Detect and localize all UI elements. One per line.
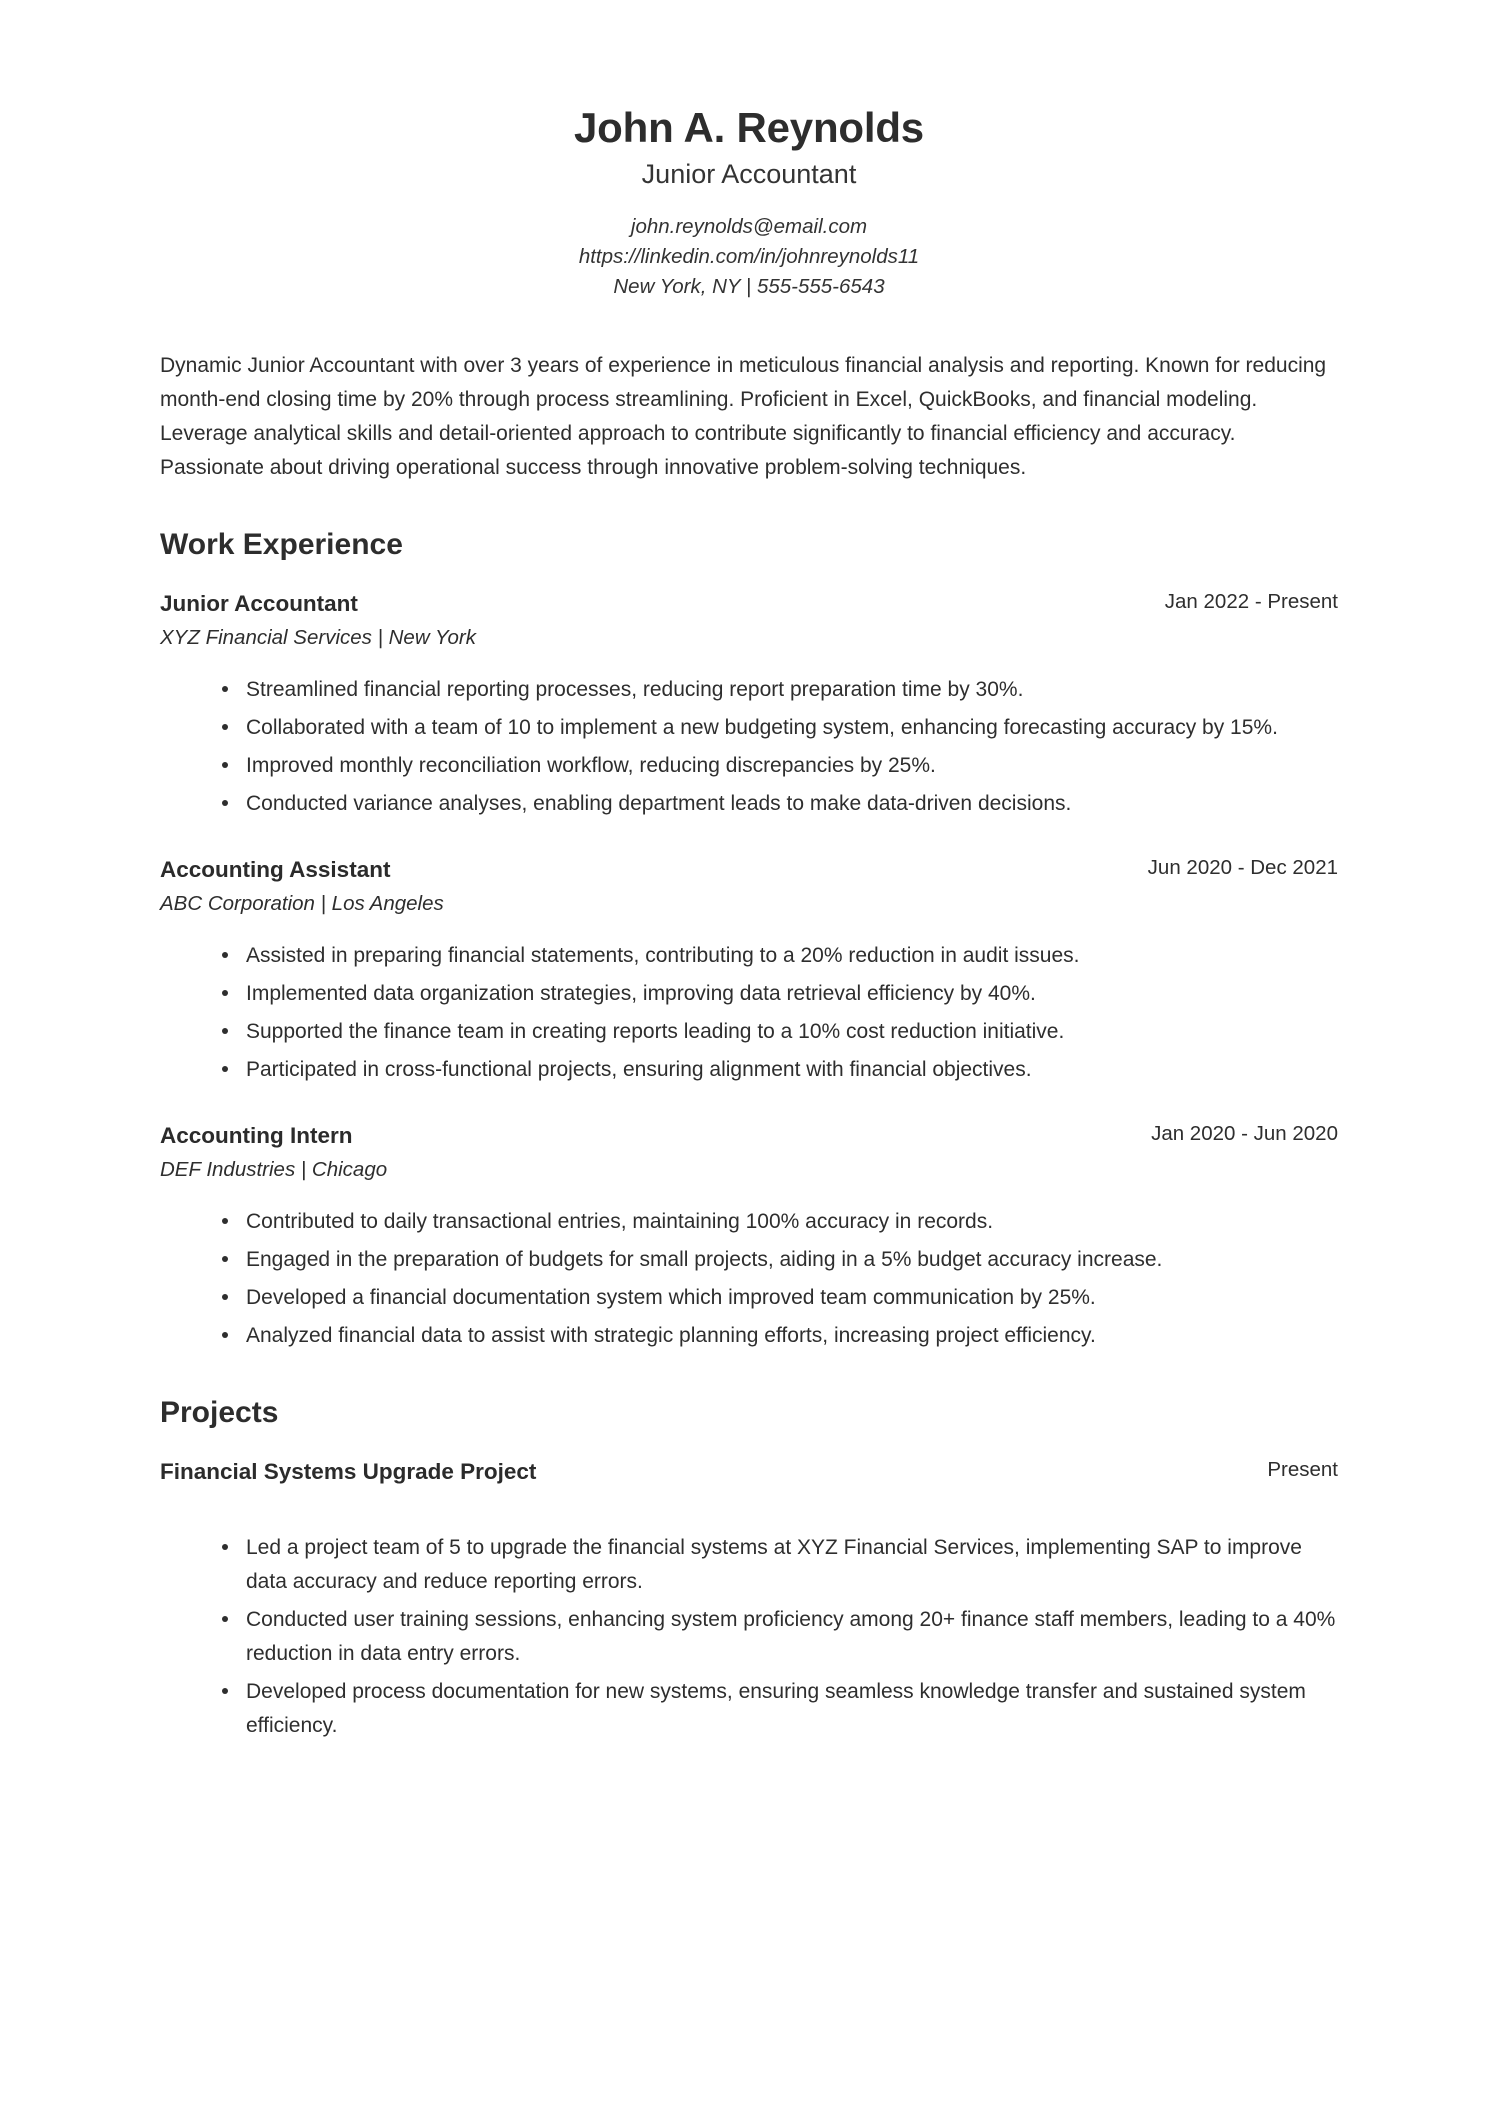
candidate-headline: Junior Accountant — [641, 158, 857, 189]
project-entry-head — [160, 1457, 1338, 1486]
bullet-item: Engaged in the preparation of budgets for small projects, aiding in a 5% budget accuracy increase. — [222, 1243, 1338, 1277]
work-entry — [160, 855, 1338, 1087]
bullet-item: Led a project team of 5 to upgrade the financial systems at XYZ Financial Services, implementing SAP to improve data accuracy and reduce reporting errors. — [222, 1531, 1338, 1599]
contact-linkedin[interactable]: https://linkedin.com/in/johnreynolds11 — [578, 244, 920, 268]
bullet-item: Supported the finance team in creating reports leading to a 10% cost reduction initiative. — [222, 1015, 1338, 1049]
project-entry-bullets — [160, 1531, 1338, 1743]
professional-summary: Dynamic Junior Accountant with over 3 years of experience in meticulous financial analysis and reporting. Known for reducing month-end closing time by 20% through process streamlining. Proficient in Excel, QuickBooks, and financial modeling. Leverage analytical skills and detail-oriented approach to contribute significantly to financial efficiency and accuracy. Passionate about driving operational success through innovative problem-solving techniques. — [160, 354, 1327, 480]
work-entry-date: Jun 2020 - Dec 2021 — [1147, 856, 1338, 880]
work-entry-company: ABC Corporation | Los Angeles — [160, 891, 444, 915]
work-entry-bullets — [160, 1205, 1338, 1353]
contact-location-phone: New York, NY | 555-555-6543 — [613, 274, 885, 298]
bullet-item: Collaborated with a team of 10 to implement a new budgeting system, enhancing forecasting accuracy by 15%. — [222, 711, 1338, 745]
candidate-name: John A. Reynolds — [574, 104, 924, 151]
work-entry-head — [160, 1121, 1338, 1150]
bullet-item: Developed a financial documentation system which improved team communication by 25%. — [222, 1281, 1338, 1315]
contact-email[interactable]: john.reynolds@email.com — [630, 215, 868, 239]
project-entry — [160, 1457, 1338, 1742]
section-work-experience — [160, 527, 1338, 1353]
project-entry-date: Present — [1267, 1458, 1338, 1482]
work-entry-date: Jan 2022 - Present — [1164, 590, 1338, 614]
work-entry-position: Junior Accountant — [160, 591, 358, 617]
bullet-item: Contributed to daily transactional entries, maintaining 100% accuracy in records. — [222, 1205, 1338, 1239]
bullet-item: Conducted variance analyses, enabling department leads to make data-driven decisions. — [222, 787, 1338, 821]
section-title-projects: Projects — [160, 1396, 279, 1430]
work-entry-company: DEF Industries | Chicago — [160, 1157, 388, 1181]
work-entry-head — [160, 589, 1338, 618]
section-projects — [160, 1395, 1338, 1742]
work-entry-bullets — [160, 939, 1338, 1087]
work-entry-date: Jan 2020 - Jun 2020 — [1151, 1122, 1338, 1146]
work-entry-head — [160, 855, 1338, 884]
bullet-item: Developed process documentation for new systems, ensuring seamless knowledge transfer and sustained system efficiency. — [222, 1675, 1338, 1743]
bullet-item: Improved monthly reconciliation workflow, reducing discrepancies by 25%. — [222, 749, 1338, 783]
work-entry — [160, 1121, 1338, 1353]
bullet-item: Streamlined financial reporting processes, reducing report preparation time by 30%. — [222, 673, 1338, 707]
bullet-item: Analyzed financial data to assist with strategic planning efforts, increasing project efficiency. — [222, 1319, 1338, 1353]
work-entry-position: Accounting Assistant — [160, 857, 391, 883]
work-entry-company: XYZ Financial Services | New York — [160, 625, 476, 649]
work-entry — [160, 589, 1338, 821]
work-entry-bullets — [160, 673, 1338, 821]
bullet-item: Implemented data organization strategies, improving data retrieval efficiency by 40%. — [222, 977, 1338, 1011]
project-entry-name: Financial Systems Upgrade Project — [160, 1459, 537, 1485]
resume-header — [160, 104, 1338, 301]
work-entry-position: Accounting Intern — [160, 1123, 353, 1149]
section-title-work-experience: Work Experience — [160, 528, 403, 562]
bullet-item: Participated in cross-functional projects, ensuring alignment with financial objectives. — [222, 1053, 1338, 1087]
bullet-item: Conducted user training sessions, enhancing system proficiency among 20+ finance staff members, leading to a 40% reduction in data entry errors. — [222, 1603, 1338, 1671]
bullet-item: Assisted in preparing financial statements, contributing to a 20% reduction in audit issues. — [222, 939, 1338, 973]
